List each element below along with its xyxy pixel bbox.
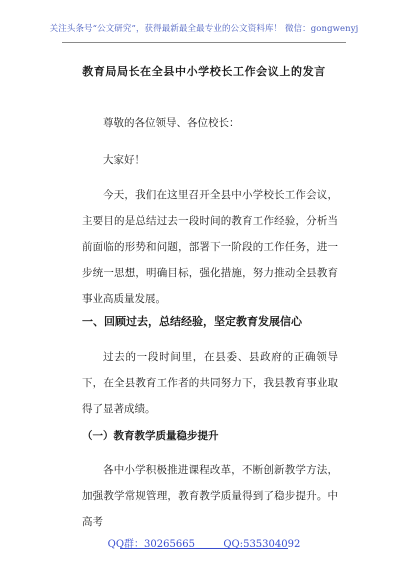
footer-underline — [120, 548, 288, 549]
header-divider — [62, 42, 346, 43]
salutation: 尊敬的各位领导、各位校长： — [103, 117, 240, 129]
footer-qq: QQ:535304092 — [223, 539, 301, 550]
footer-qq-group: QQ群：30265665 — [107, 539, 195, 550]
header-promo-note: 关注头条号“公文研究”，获得最新最全最专业的公文资料库！ 微信：gongwenyj — [49, 24, 359, 34]
greeting: 大家好！ — [103, 154, 145, 166]
subsection-1-paragraph: 各中小学积极推进课程改革，不断创新教学方法，加强教学常规管理，教育教学质量得到了稳步提升。中高考 — [82, 464, 338, 528]
intro-paragraph: 今天，我们在这里召开全县中小学校长工作会议，主要目的是总结过去一段时间的教育工作经验，分析当前面临的形势和问题，部署下一阶段的工作任务，进一步统一思想，明确目标，强化措施，努力推动全县教育事业高质量发展。 — [82, 189, 338, 305]
section-1-paragraph: 过去的一段时间里，在县委、县政府的正确领导下，在全县教育工作者的共同努力下，我县教育事业取得了显著成绩。 — [82, 351, 338, 415]
section-heading-1: 一、回顾过去，总结经验，坚定教育发展信心 — [82, 315, 302, 328]
document-title: 教育局局长在全县中小学校长工作会议上的发言 — [82, 65, 326, 78]
subsection-heading-1: （一）教育教学质量稳步提升 — [82, 430, 219, 442]
